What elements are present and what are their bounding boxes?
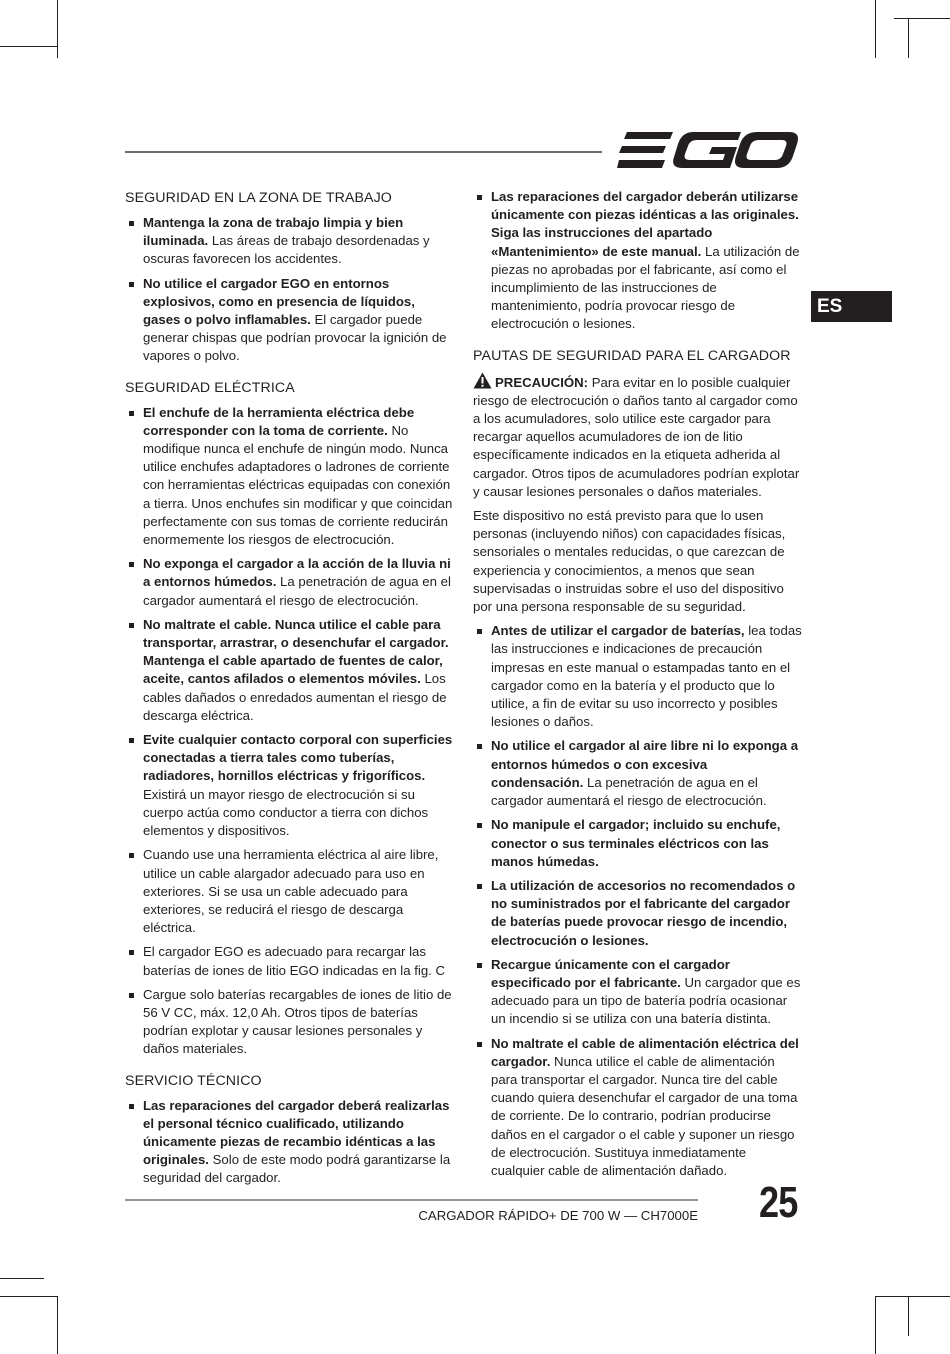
list-item: Las reparaciones del cargador deberá realizarlas el personal técnico cualificado, utilizando únicamente piezas de recambio idénticas a las originales. Solo de este modo podrá garantizarse la seguridad del cargador. xyxy=(125,1097,455,1188)
list-item: El cargador EGO es adecuado para recargar las baterías de iones de litio EGO indicadas en la fig. C xyxy=(125,943,455,979)
ego-logo xyxy=(617,130,799,170)
service-list xyxy=(125,1097,455,1188)
footer-product-title: CARGADOR RÁPIDO+ DE 700 W — CH7000E xyxy=(418,1208,698,1223)
left-column xyxy=(125,188,455,1194)
list-item: Recargue únicamente con el cargador especificado por el fabricante. Un cargador que es adecuado para un tipo de batería podría ocasionar un incendio si se utiliza con una batería distinta. xyxy=(473,956,803,1029)
language-tab: ES xyxy=(811,291,892,322)
crop-mark xyxy=(908,1296,909,1336)
list-item: No utilice el cargador EGO en entornos explosivos, como en presencia de líquidos, gases o polvo inflamables. El cargador puede generar chispas que podrían provocar la ignición de vapores o polvo. xyxy=(125,275,455,366)
section-heading-service: SERVICIO TÉCNICO xyxy=(125,1072,262,1089)
header-rule xyxy=(125,151,602,153)
list-item: El enchufe de la herramienta eléctrica debe corresponder con la toma de corriente. No modifique nunca el enchufe de ningún modo. Nunca utilice enchufes adaptadores o ladrones de corriente con herramientas eléctricas equipadas con conexión a tierra. Unos enchufes sin modificar y que coincidan perfectamente con sus tomas de corriente reducirán enormemente los riesgos de electrocución. xyxy=(125,404,455,550)
warning-triangle-icon xyxy=(473,372,492,389)
list-item: No maltrate el cable de alimentación eléctrica del cargador. Nunca utilice el cable de alimentación para transportar el cargador. Nunca tire del cable cuando quiera desenchufar el cargador de una toma de corriente. De lo contrario, podrían producirse daños en el cargador o el cable y suponer un riesgo de electrocución. Sustituya inmediatamente cualquier cable de alimentación dañado. xyxy=(473,1035,803,1181)
page-number: 25 xyxy=(759,1178,798,1227)
list-item: No manipule el cargador; incluido su enchufe, conector o sus terminales eléctricos con las manos húmedas. xyxy=(473,816,803,871)
list-item: Mantenga la zona de trabajo limpia y bien iluminada. Las áreas de trabajo desordenadas y oscuras favorecen los accidentes. xyxy=(125,214,455,269)
crop-mark xyxy=(57,1296,58,1354)
crop-mark xyxy=(0,1296,57,1297)
crop-mark xyxy=(875,0,876,58)
crop-mark xyxy=(875,1296,876,1354)
list-item: No maltrate el cable. Nunca utilice el cable para transportar, arrastrar, o desenchufar el cargador. Mantenga el cable apartado de fuentes de calor, aceite, cantos afilados o elementos móviles. Los cables dañados o enredados aumentan el riesgo de descarga eléctrica. xyxy=(125,616,455,725)
section-heading-work-area: SEGURIDAD EN LA ZONA DE TRABAJO xyxy=(125,190,392,206)
list-item: No exponga el cargador a la acción de la lluvia ni a entornos húmedos. La penetración de agua en el cargador aumentará el riesgo de electrocución. xyxy=(125,555,455,610)
caution-paragraph: PRECAUCIÓN: Para evitar en lo posible cualquier riesgo de electrocución o daños tanto al cargador como a los acumuladores, solo utilice este cargador para recargar aquellos acumuladores de ion de litio específicamente indicados en la etiqueta adherida al cargador. Otros tipos de acumuladores podrían explotar y causar lesiones personales o daños materiales. xyxy=(473,372,803,501)
list-item: No utilice el cargador al aire libre ni lo exponga a entornos húmedos o con excesiva condensación. La penetración de agua en el cargador aumentará el riesgo de electrocución. xyxy=(473,737,803,810)
list-item: Cuando use una herramienta eléctrica al aire libre, utilice un cable alargador adecuado para uso en exteriores. Si se usa un cable adecuado para exteriores, se reducirá el riesgo de descarga eléctrica. xyxy=(125,846,455,937)
crop-mark xyxy=(908,18,909,58)
crop-mark xyxy=(0,1278,44,1279)
list-item: Cargue solo baterías recargables de iones de litio de 56 V CC, máx. 12,0 Ah. Otros tipos de baterías podrían explotar y causar lesiones personales y daños materiales. xyxy=(125,986,455,1059)
service-list-continued xyxy=(473,188,803,334)
list-item: Antes de utilizar el cargador de baterías, lea todas las instrucciones e indicaciones de precaución impresas en este manual o estampadas tanto en el cargador como en la batería y el producto que lo utilice, a fin de evitar su uso incorrecto y posibles lesiones o daños. xyxy=(473,622,803,731)
crop-mark xyxy=(875,1296,950,1297)
list-item: La utilización de accesorios no recomendados o no suministrados por el fabricante del cargador de baterías puede provocar riesgo de incendio, electrocución o lesiones. xyxy=(473,877,803,950)
caution-label: PRECAUCIÓN: xyxy=(495,374,589,390)
section-heading-electrical: SEGURIDAD ELÉCTRICA xyxy=(125,379,295,396)
list-item: Evite cualquier contacto corporal con superficies conectadas a tierra tales como tuberías, radiadores, hornillos eléctricas y frigoríficos. Existirá un mayor riesgo de electrocución si su cuerpo actúa como conductor a tierra con dichos elementos y dispositivos. xyxy=(125,731,455,840)
crop-mark xyxy=(57,0,58,58)
section-heading-charger-safety: PAUTAS DE SEGURIDAD PARA EL CARGADOR xyxy=(473,347,791,364)
crop-mark xyxy=(894,18,950,19)
charger-safety-list xyxy=(473,622,803,1180)
right-column xyxy=(473,188,803,1186)
work-area-list xyxy=(125,214,455,366)
electrical-list xyxy=(125,404,455,1059)
list-item: Las reparaciones del cargador deberán utilizarse únicamente con piezas idénticas a las originales. Siga las instrucciones del apartado «Mantenimiento» de este manual. La utilización de piezas no aprobadas por el fabricante, así como el incumplimiento de las instrucciones de mantenimiento, podría provocar riesgo de electrocución o lesiones. xyxy=(473,188,803,334)
body-paragraph: Este dispositivo no está previsto para que lo usen personas (incluyendo niños) con capacidades físicas, sensoriales o mentales reducidas, o que carezcan de experiencia y conocimientos, a menos que sean supervisadas o instruidas sobre el uso del dispositivo por una persona responsable de su seguridad. xyxy=(473,508,786,615)
footer-rule xyxy=(125,1199,698,1201)
crop-mark xyxy=(0,46,57,47)
